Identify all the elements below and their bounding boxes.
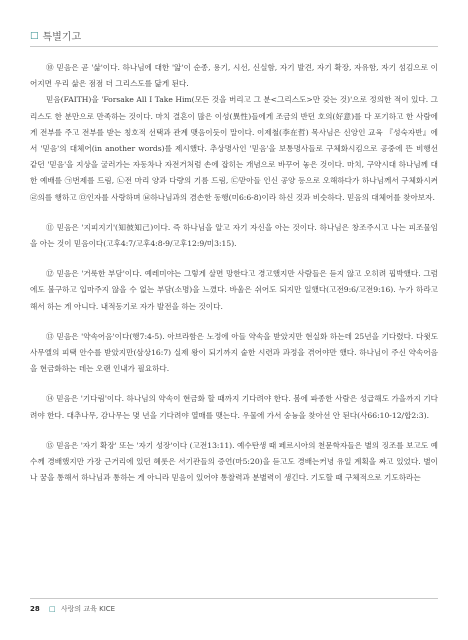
section-header <box>30 28 81 43</box>
paragraph-12: ⑫ 믿음은 '거룩한 부담'이다. 예레미야는 그렇게 살면 망한다고 경고했지만 사람들은 듣지 않고 오히려 핍박했다. 그럼에도 불구하고 입마주지 않을 수 없는 부담(소명)을 느꼈다. 바울은 쉬어도 되지만 일했다(고전9:6/고전9:16). 누가 하라고 해서 하는 게 아니다. 내적동기로 자가 발전을 하는 것이다. <box>30 269 438 311</box>
article-body <box>30 60 438 486</box>
section-title: 특별기고 <box>42 32 82 43</box>
header-divider <box>30 46 438 47</box>
paragraph-14: ⑭ 믿음은 '기다림'이다. 하나님의 약속이 현금화 할 때까지 기다려야 한다. 봄에 파종한 사람은 성급해도 가을까지 기다려야 한다. 대추나무, 감나무는 몇 년을 기다려야 열매를 맺는다. 우물에 가서 숭늉을 찾아선 안 된다(사66:10-12/합2:3). <box>30 394 438 420</box>
footer-separator: □ <box>48 605 56 613</box>
page-number: 28 <box>30 605 40 613</box>
section-marker: □ <box>30 30 39 41</box>
paragraph-11: ⑪ 믿음은 '지피지기'(知彼知己)이다. 즉 하나님을 알고 자기 자신을 아는 것이다. 하나님은 창조주시고 나는 피조물임을 아는 것이 믿음이다(고후4:7/고후4:8-9/고후12:9/미3:15). <box>30 222 438 249</box>
page-footer <box>30 604 115 614</box>
paragraph-13: ⑬ 믿음은 '약속어음'이다(행7:4-5). 아브라함은 노정에 아들 약속을 받았지만 현실화 하는데 25년을 기다렸다. 다윗도 사무엘의 피택 안수를 받았지만(삼상16:7) 실제 왕이 되기까지 숱한 시련과 과정을 겪어야만 했다. 하나님이 주신 약속어음을 현금화하는 데는 오랜 인내가 필요하다. <box>30 331 438 374</box>
paragraph-faith-definition: 믿음(FAITH)을 'Forsake All I Take Him(모든 것을 버리고 그 분<그리스도>만 갖는 것)'으로 정의한 적이 있다. 그리스도 한 분만으로 만족하는 것이다. 마치 결혼이 많은 이성(異性)들에게 조금의 반던 호의(好意)를 다 포기하고 한 사람에게 전부를 주고 전부를 받는 칭호적 선택과 관계 맺음이듯이 말이다. 이제철(李在哲) 목사님은 신앙인 교육 『성숙자반』에서 '믿음'의 대체어(in another words)를 제시했다. 추상명사인 '믿음'을 보통명사들로 구체화시킴으로 공중에 뜬 비행선 같던 '믿음'을 지상을 굴러가는 자동차나 자전거처럼 손에 잡히는 개념으로 바꾸어 놓은 것이다. 마치, 구약시대 하나님께 대한 예배를 ㉠번제를 드림, ㉡전 마리 양과 다량의 기름 드림, ㉢맏아들 인신 공양 등으로 오해하다가 하나님께서 구체화시켜 ㉣의를 행하고 ㉤인자를 사랑하며 ㉥하나님과의 겸손한 동행(미6:6-8)이라 하신 것과 비슷하다. 믿음의 대체어를 찾아보자. <box>30 95 438 202</box>
paragraph-10: ⑩ 믿음은 곧 '삶'이다. 하나님에 대한 '앎'이 순종, 용기, 시선, 신실함, 자기 발견, 자기 확장, 자유함, 자기 섬김으로 이어지면 우리 삶은 점점 더 그리스도를 닮게 된다. <box>30 63 438 89</box>
publication-name: 사랑의 교육 KICE <box>60 605 116 613</box>
paragraph-15: ⑮ 믿음은 '자기 확장' 또는 '자기 성장'이다 (고전13:11). 예수탄생 때 페르시아의 천문학자들은 별의 징조를 보고도 예수께 경배했지만 가장 근거리에 있던 혜롯은 서기관들의 증언(마5:20)을 듣고도 경배는커녕 유일 계획을 짜고 있었다. 별이나 꿈을 통해서 하나님과 통하는 게 아니라 믿음이 있어야 통찰력과 분별력이 생긴다. 기도할 때 구체적으로 기도하라는 <box>30 440 438 483</box>
footer-divider <box>30 598 438 599</box>
